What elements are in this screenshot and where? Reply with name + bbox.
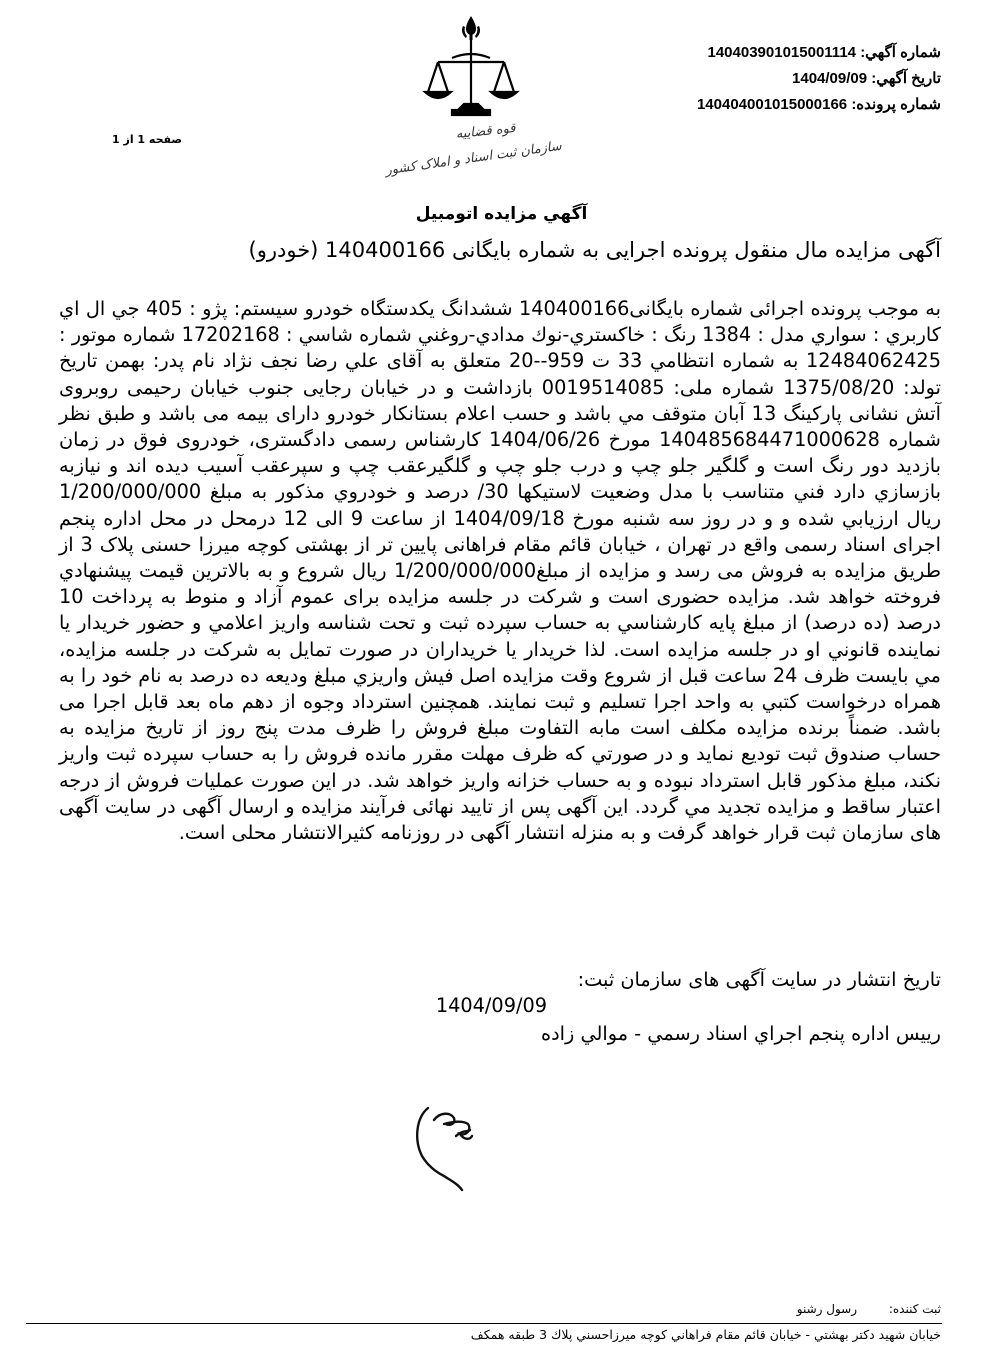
document-subtitle: آگهی مزایده مال منقول پرونده اجرایی به شماره بایگانی 140400166 (خودرو) [248,238,941,262]
notice-date-label: تاريخ آگهي: [871,70,941,87]
judiciary-scales-logo [384,12,563,179]
handwritten-signature [370,1060,500,1210]
notice-body: به موجب پرونده اجرائی شماره بایگانی140400166 ششدانگ يكدستگاه خودرو سيستم: پژو : 405 جي ال اي كاربري : سواري مدل : 1384 رنگ : خاكستري-نوك مدادي-روغني شماره شاسي : 17202168 شماره موتور : 12484062425 به شماره انتظامي 33 ت 959--20 متعلق به آقای علي رضا نجف نژاد نام پدر: بهمن تاریخ تولد: 1375/08/20 شماره ملی: 0019514085 بازداشت و در خیابان رجایی جنوب خیابان رحیمی روبروی آتش نشانی پارکینگ 13 آبان متوقف مي باشد و حسب اعلام بستانكار خودرو دارای بیمه می باشد و طبق نظر شماره 140485684471000628 مورخ 1404/06/26 کارشناس رسمی دادگستری، خودروی فوق در زمان بازدید دور رنگ است و گلگير جلو چپ و درب جلو چپ و گلگيرعقب چپ و سپرعقب آسيب ديده اند و نيازبه بازسازي دارد فني متناسب با مدل وضعيت لاستيكها 30/ درصد و خودروي مذكور به مبلغ 1/200/000/000 ريال ارزيابي شده و و در روز سه شنبه مورخ 1404/09/18 از ساعت 9 الی 12 درمحل در محل اداره پنجم اجرای اسناد رسمی واقع در تهران ، خیابان قائم مقام فراهانی پایین تر از بهشتی کوچه میرزا حسنی پلاک 3 از طریق مزایده به فروش می رسد و مزایده از مبلغ1/200/000/000 ريال شروع و به بالاترين قيمت پيشنهادي فروخته خواهد شد. مزایده حضوری است و شرکت در جلسه مزایده برای عموم آزاد و منوط به پرداخت 10 درصد (ده درصد) از مبلغ پایه کارشناسي به حساب سپرده ثبت و تحت شناسه واريز اعلامي و حضور خريدار يا نماينده قانوني او در جلسه مزايده است. لذا خریدار یا خریداران در صورت تمایل به شرکت در جلسه مزایده، مي بايست ظرف 24 ساعت قبل از شروع وقت مزايده اصل فيش واريزي مبلغ وديعه ده درصد به نام خود را به همراه درخواست كتبي به واحد اجرا تسليم و ثبت نمايند. همچنین استرداد وجوه از دهم ماه بعد قابل اجرا می باشد. ضمناً برنده مزایده مکلف است مابه التفاوت مبلغ فروش را ظرف مدت پنج روز از تاریخ مزایده به حساب صندوق ثبت تودیع نماید و در صورتي كه ظرف مهلت مقرر مانده فروش را به حساب سپرده ثبت واريز نكند، مبلغ مذكور قابل استرداد نبوده و به حساب خزانه واريز خواهد شد. در این صورت عملیات فروش از درجه اعتبار ساقط و مزایده تجدید مي گردد. این آگهی پس از تایید نهائی فرآیند مزایده و ارسال آگهی در سایت آگهی های سازمان ثبت قرار خواهد گرفت و به منزله انتشار آگهی در روزنامه کثیرالانتشار محلی است. [59,297,942,845]
office-address: خيابان شهيد دكتر بهشتي - خيابان قائم مقام فراهاني كوچه ميرزاحسني پلاك 3 طبقه همكف [470,1327,941,1342]
page-number: صفحه 1 از 1 [112,133,183,146]
svg-text:قوه قضاییه: قوه قضاییه [455,120,517,143]
notice-number: 140403901015001114 [707,44,857,61]
notice-metadata [697,40,941,118]
document-title: آگهي مزايده اتومبيل [415,204,588,224]
notice-number-row [697,40,941,66]
notice-date-row [697,66,941,92]
file-number-label: شماره پرونده: [851,96,941,113]
publish-date: 1404/09/09 [435,994,547,1017]
registrar [797,1302,941,1316]
footer-divider [26,1323,942,1324]
notice-date: 1404/09/09 [792,70,868,87]
file-number-row [697,92,941,118]
scales-icon [425,40,517,115]
registrar-name: رسول رشنو [796,1302,858,1316]
publish-date-label: تاريخ انتشار در سایت آگهی های سازمان ثبت: [577,968,941,991]
notice-number-label: شماره آگهي: [860,44,941,61]
file-number: 140404001015000166 [696,96,848,113]
registrar-label: ثبت كننده: [888,1302,941,1316]
official-signatory: رييس اداره پنجم اجراي اسناد رسمي - موالي زاده [540,1022,941,1045]
svg-text:سازمان ثبت اسناد و املاک کشور: سازمان ثبت اسناد و املاک کشور [384,138,563,179]
emblem-icon [462,16,480,40]
